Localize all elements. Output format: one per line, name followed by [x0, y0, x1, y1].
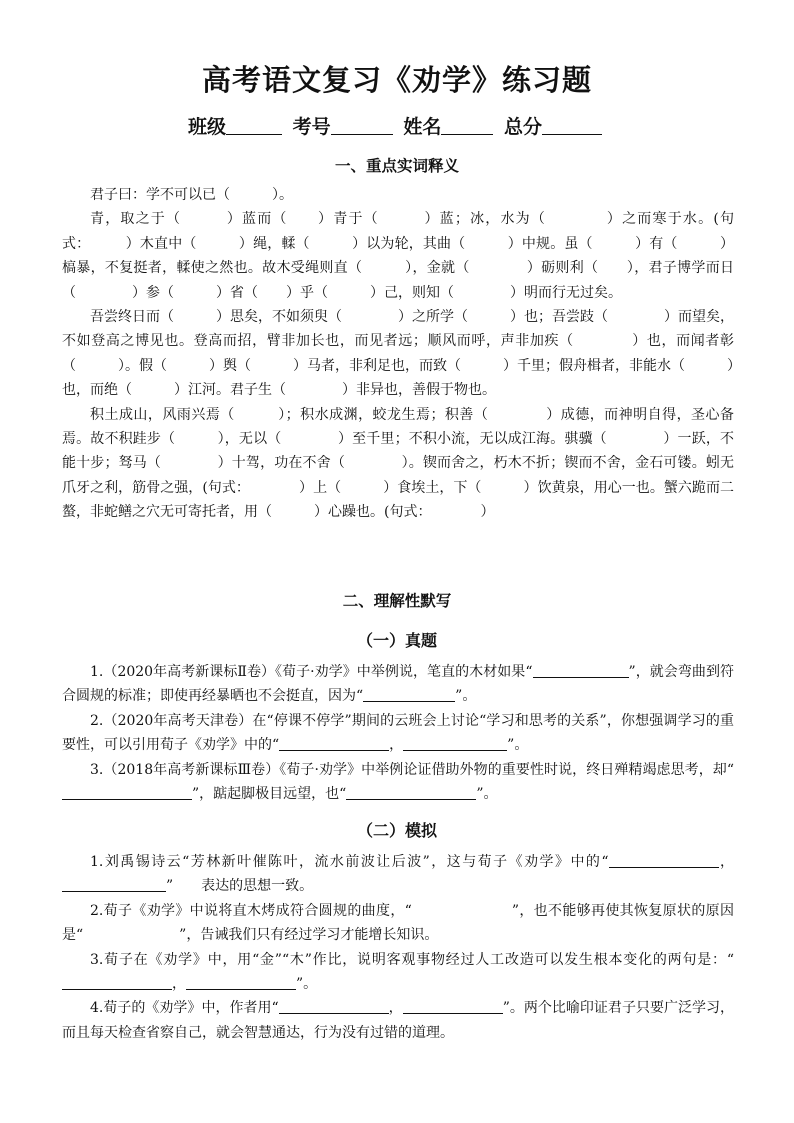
class-field[interactable] [226, 116, 282, 135]
question: 2.（2020年高考天津卷）在“停课不停学”期间的云班会上讨论“学习和思考的关系”，你想强调学习的重要性，可以引用荀子《劝学》中的“ ， ”。 [62, 712, 734, 754]
number-label: 考号 [292, 116, 331, 138]
section1-body [62, 183, 734, 525]
part2-questions [62, 850, 734, 1045]
part2-heading: （二）模拟 [356, 821, 437, 840]
name-field[interactable] [441, 116, 493, 135]
part1-questions [62, 660, 734, 806]
answer-blank[interactable] [62, 974, 172, 990]
question: 3.荀子在《劝学》中，用“金”“木”作比，说明客观事物经过人工改造可以发生根本变化的两句是：“， ”。 [62, 948, 734, 997]
answer-blank[interactable] [403, 998, 503, 1014]
answer-blank[interactable] [186, 974, 296, 990]
answer-blank[interactable] [62, 876, 166, 892]
student-info-line [0, 112, 794, 139]
section2-heading: 二、理解性默写 [342, 592, 452, 610]
section1-paragraph: 积土成山，风雨兴焉（ ）；积水成渊，蛟龙生焉；积善（ ）成德，而神明自得，圣心备焉。故不积跬步（ ），无以（ ）至千里；不积小流，无以成江海。骐骥（ ）一跃，不能十步；驽马（ ）十驾，功在不舍（ ）。锲而舍之，朽木不折；锲而不舍，金石可镂。蚓无爪牙之利，筋骨之强，(句式： ）上（ ）食埃土，下（ ）饮黄泉，用心一也。蟹六跪而二螯，非蛇鳝之穴无可寄托者，用（ ）心躁也。(句式： ） [62, 406, 734, 521]
answer-blank[interactable] [62, 784, 192, 800]
answer-blank[interactable] [279, 735, 389, 751]
question: 1.刘禹锡诗云“芳林新叶催陈叶，流水前波让后波”，这与荀子《劝学》中的“ ，” 表达的思想一致。 [62, 850, 734, 899]
section1-paragraph: 青，取之于（ ）蓝而（ ）青于（ ）蓝；冰，水为（ ）之而寒于水。(句式： ）木直中（ ）绳，輮（ ）以为轮，其曲（ ）中规。虽（ ）有（ ）槁暴，不复挺者，輮使之然也。故木受绳则直（ ），金就（ ）砺则利（ ），君子博学而日（ ）参（ ）省（ ）乎（ ）己，则知（ ）明而行无过矣。 [62, 211, 734, 301]
question: 3.（2018年高考新课标Ⅲ卷）《荀子·劝学》中举例论证借助外物的重要性时说，终日殚精竭虑思考，却“”，踮起脚极目远望，也“ ”。 [62, 758, 734, 807]
section1-paragraph: 君子曰：学不可以已（ ）。 [90, 187, 293, 203]
page-title: 高考语文复习《劝学》练习题 [201, 63, 592, 97]
answer-blank[interactable] [609, 852, 719, 868]
question: 4.荀子的《劝学》中，作者用“ ， ”。两个比喻印证君子只要广泛学习，而且每天检查省察自己，就会智慧通达，行为没有过错的道理。 [62, 1000, 735, 1041]
answer-blank[interactable] [533, 662, 629, 678]
section1-paragraph: 吾尝终日而（ ）思矣，不如须臾（ ）之所学（ ）也；吾尝跂（ ）而望矣，不如登高之博见也。登高而招，臂非加长也，而见者远；顺风而呼，声非加疾（ ）也，而闻者彰（ ）。假（ ）舆（ ）马者，非利足也，而致（ ）千里；假舟楫者，非能水（ ）也，而绝（ ）江河。君子生（ ）非异也，善假于物也。 [62, 309, 734, 399]
answer-blank[interactable] [363, 686, 455, 702]
number-field[interactable] [331, 116, 393, 135]
class-label: 班级 [188, 116, 227, 138]
question: 1.（2020年高考新课标Ⅱ卷）《荀子·劝学》中举例说，笔直的木材如果“ ”，就会弯曲到符合圆规的标准；即使再经暴晒也不会挺直，因为“ ”。 [62, 664, 734, 705]
answer-blank[interactable] [403, 735, 507, 751]
question: 2.荀子《劝学》中说将直木烤成符合圆规的曲度，“ ”，也不能够再使其恢复原状的原因是“ ”，告诫我们只有经过学习才能增长知识。 [62, 902, 734, 944]
score-field[interactable] [542, 116, 602, 135]
score-label: 总分 [503, 116, 542, 138]
section1-heading: 一、重点实词释义 [334, 157, 459, 175]
answer-blank[interactable] [346, 784, 476, 800]
part1-heading: （一）真题 [356, 631, 437, 650]
answer-blank[interactable] [279, 998, 389, 1014]
name-label: 姓名 [403, 116, 442, 138]
